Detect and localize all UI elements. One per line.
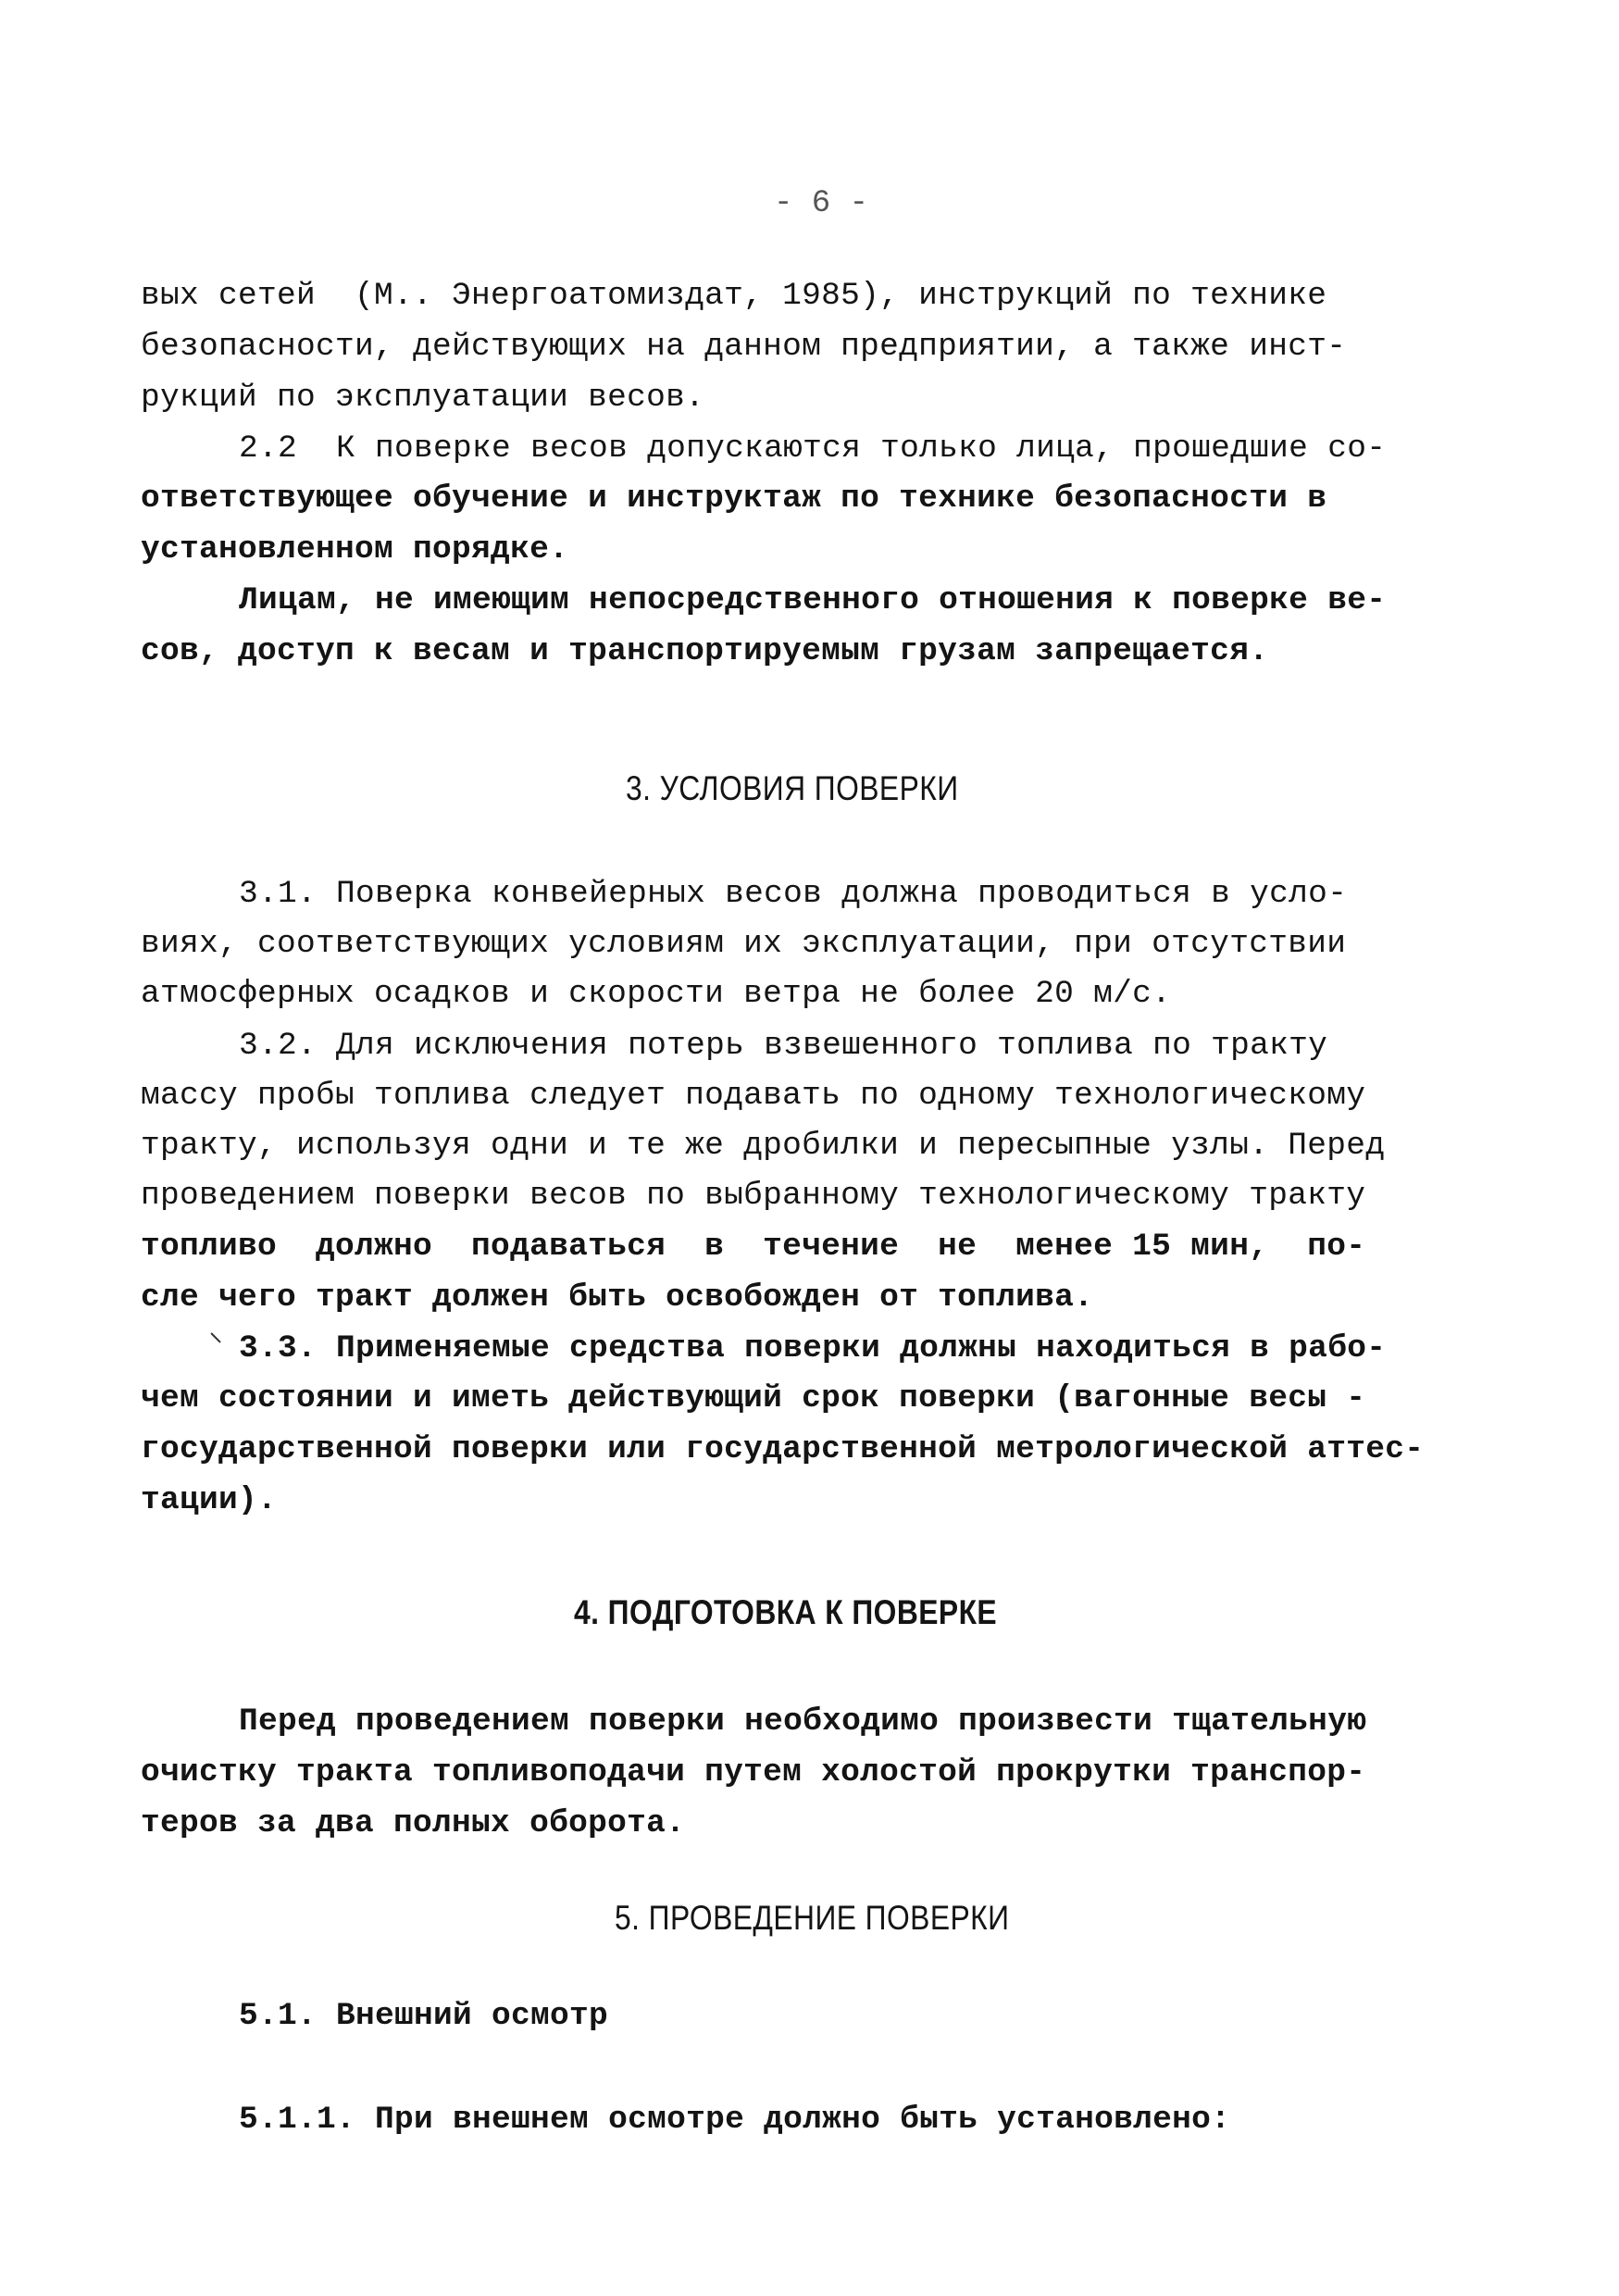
text-line: рукций по эксплуатации весов. bbox=[141, 380, 705, 416]
paragraph-3-2-line: топливо должно подаваться в течение не менее 15 мин, по- bbox=[141, 1229, 1366, 1265]
access-paragraph-line: Лицам, не имеющим непосредственного отношения к поверке ве- bbox=[239, 582, 1387, 618]
paragraph-3-3-line: 3.3. Применяемые средства поверки должны находиться в рабо- bbox=[239, 1330, 1387, 1366]
paragraph-3-2-line: сле чего тракт должен быть освобожден от топлива. bbox=[141, 1279, 1094, 1316]
paragraph-3-2-line: 3.2. Для исключения потерь взвешенного топлива по тракту bbox=[239, 1028, 1328, 1064]
section-4-paragraph-line: Перед проведением поверки необходимо произвести тщательную bbox=[239, 1703, 1367, 1740]
paragraph-2-2-line: установленном порядке. bbox=[141, 531, 569, 568]
paragraph-3-3-line: чем состоянии и иметь действующий срок поверки (вагонные весы - bbox=[141, 1380, 1366, 1416]
paragraph-2-2-line: ответствующее обучение и инструктаж по технике безопасности в bbox=[141, 480, 1327, 517]
section-4-paragraph-line: очистку тракта топливоподачи путем холостой прокрутки транспор- bbox=[141, 1754, 1366, 1791]
paragraph-3-1-line: атмосферных осадков и скорости ветра не более 20 м/с. bbox=[141, 976, 1172, 1012]
text-line: вых сетей (М.. Энергоатомиздат, 1985), инструкций по технике bbox=[141, 278, 1327, 314]
paragraph-3-3-line: тации). bbox=[141, 1482, 278, 1518]
margin-mark bbox=[210, 1323, 230, 1342]
section-4-heading: 4. ПОДГОТОВКА К ПОВЕРКЕ bbox=[574, 1593, 998, 1631]
paragraph-3-2-line: проведением поверки весов по выбранному технологическому тракту bbox=[141, 1178, 1366, 1214]
paragraph-3-3-line: государственной поверки или государственной метрологической аттес- bbox=[141, 1431, 1425, 1467]
paragraph-3-1-line: виях, соответствующих условиям их эксплуатации, при отсутствии bbox=[141, 926, 1347, 962]
subsection-5-1-1-heading: 5.1.1. При внешнем осмотре должно быть установлено: bbox=[239, 2102, 1231, 2138]
paragraph-3-1-line: 3.1. Поверка конвейерных весов должна проводиться в усло- bbox=[239, 876, 1348, 912]
section-3-heading: 3. УСЛОВИЯ ПОВЕРКИ bbox=[626, 769, 959, 807]
paragraph-2-2-line: 2.2 К поверке весов допускаются только лица, прошедшие со- bbox=[239, 430, 1387, 467]
paragraph-3-2-line: массу пробы топлива следует подавать по одному технологическому bbox=[141, 1078, 1366, 1114]
page-number: - 6 - bbox=[774, 186, 869, 221]
section-4-paragraph-line: теров за два полных оборота. bbox=[141, 1805, 686, 1841]
paragraph-3-2-line: тракту, используя одни и те же дробилки и пересыпные узлы. Перед bbox=[141, 1128, 1386, 1164]
section-5-heading: 5. ПРОВЕДЕНИЕ ПОВЕРКИ bbox=[615, 1899, 1010, 1937]
access-paragraph-line: сов, доступ к весам и транспортируемым грузам запрещается. bbox=[141, 633, 1269, 669]
subsection-5-1-heading: 5.1. Внешний осмотр bbox=[239, 1998, 609, 2034]
text-line: безопасности, действующих на данном предприятии, а также инст- bbox=[141, 329, 1347, 365]
